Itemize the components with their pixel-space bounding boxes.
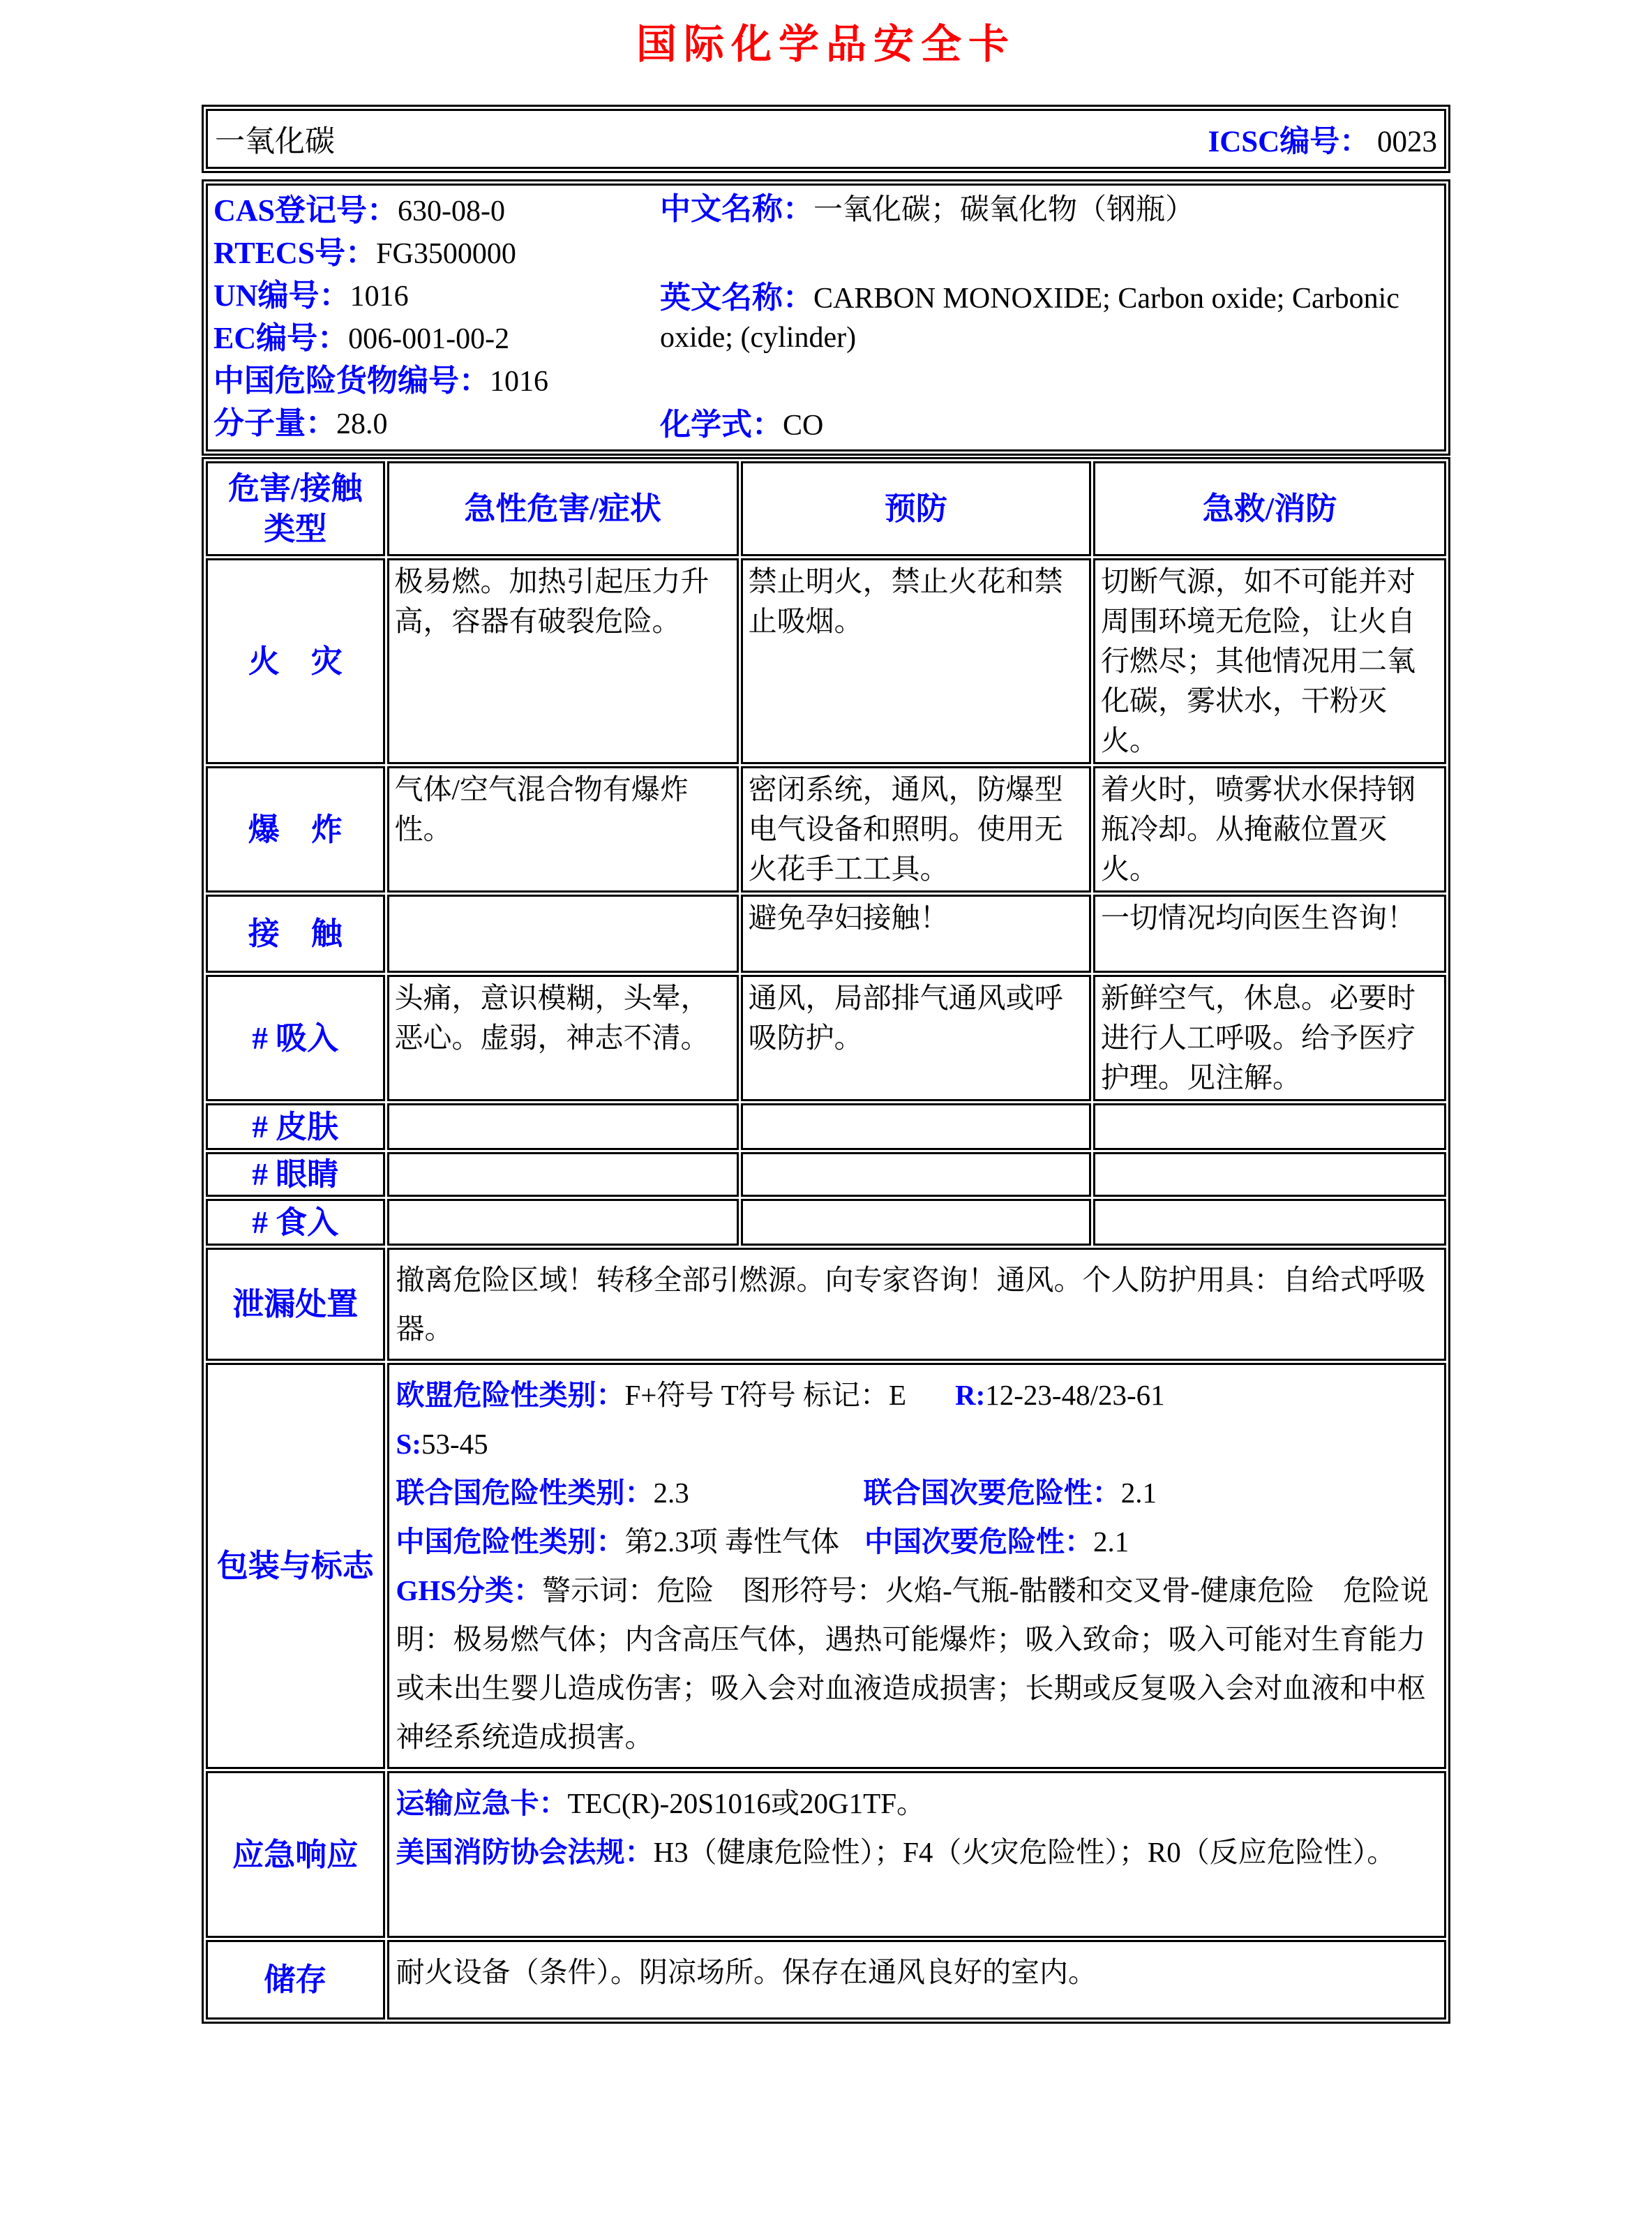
hazard-table <box>202 457 1450 2024</box>
eyes-prevention-cell <box>741 1152 1091 1197</box>
skin-symptoms-cell <box>387 1103 739 1150</box>
fire-symptoms-cell: 极易燃。加热引起压力升高，容器有破裂危险。 <box>387 558 739 764</box>
packaging-row-label: 包装与标志 <box>206 1363 385 1769</box>
exposure-symptoms-cell <box>387 895 739 973</box>
column-header-type <box>206 461 385 556</box>
s-phrases-value: 53-45 <box>421 1428 488 1460</box>
safety-card-sheet <box>202 105 1450 2024</box>
storage-row-label: 储存 <box>206 1940 385 2020</box>
fire-row-label: 火 灾 <box>206 558 385 764</box>
eu-class-label: 欧盟危险性类别： <box>396 1379 625 1411</box>
icsc-number-value: 0023 <box>1377 125 1437 158</box>
eyes-symptoms-cell <box>387 1152 739 1197</box>
ghs-classification-line <box>396 1566 1438 1761</box>
exposure-row <box>206 895 1446 973</box>
identifiers-row <box>206 184 1446 451</box>
column-header-prevention: 预防 <box>741 461 1091 556</box>
explosion-row-label: 爆 炸 <box>206 766 385 893</box>
inhalation-symptoms-cell: 头痛，意识模糊，头晕，恶心。虚弱，神志不清。 <box>387 975 739 1101</box>
tec-label: 运输应急卡： <box>396 1787 568 1819</box>
emergency-row-label: 应急响应 <box>206 1771 385 1938</box>
column-header-symptoms: 急性危害/症状 <box>387 461 739 556</box>
identifiers-left-column <box>213 190 660 445</box>
ec-value: 006-001-00-2 <box>348 323 510 355</box>
ingestion-firstaid-cell <box>1093 1199 1446 1246</box>
eyes-row-label: # 眼睛 <box>206 1152 385 1197</box>
eyes-firstaid-cell <box>1093 1152 1446 1197</box>
un-class-value: 2.3 <box>653 1477 689 1509</box>
fire-prevention-cell: 禁止明火，禁止火花和禁止吸烟。 <box>741 558 1091 764</box>
identifiers-right-column <box>660 190 1399 445</box>
inhalation-row <box>206 975 1446 1101</box>
rtecs-label: RTECS号： <box>213 236 377 270</box>
china-dg-label: 中国危险货物编号： <box>213 364 490 398</box>
rtecs-value: FG3500000 <box>376 238 516 270</box>
s-phrases-line <box>396 1419 1438 1468</box>
storage-row <box>206 1940 1446 2020</box>
chemical-formula <box>660 405 1399 445</box>
molecular-weight <box>213 403 660 445</box>
s-phrases-label: S: <box>396 1428 421 1460</box>
nfpa-line <box>396 1828 1438 1876</box>
storage-content-cell: 耐火设备（条件）。阴凉场所。保存在通风良好的室内。 <box>387 1940 1447 2020</box>
transport-emergency-card-line <box>396 1779 1438 1828</box>
packaging-row <box>206 1363 1446 1769</box>
english-name-value: CARBON MONOXIDE; Carbon oxide; Carbonic oxide; (cylinder) <box>660 282 1399 354</box>
spill-row <box>206 1248 1446 1361</box>
inhalation-prevention-cell: 通风，局部排气通风或呼吸防护。 <box>741 975 1091 1101</box>
inhalation-firstaid-cell: 新鲜空气，休息。必要时进行人工呼吸。给予医疗护理。见注解。 <box>1093 975 1446 1101</box>
cas-label: CAS登记号： <box>213 193 398 227</box>
column-header-firstaid: 急救/消防 <box>1093 461 1446 556</box>
header-bar <box>215 118 1437 161</box>
nfpa-label: 美国消防协会法规： <box>396 1836 654 1868</box>
icsc-number-label: ICSC编号： <box>1208 125 1370 158</box>
fire-firstaid-cell: 切断气源，如不可能并对周围环境无危险，让火自行燃尽；其他情况用二氧化碳，雾状水，干粉灭火。 <box>1093 558 1446 764</box>
molecular-weight-label: 分子量： <box>213 406 336 440</box>
inhalation-row-label: # 吸入 <box>206 975 385 1101</box>
ingestion-prevention-cell <box>741 1199 1091 1246</box>
header-bar-cell <box>206 109 1446 169</box>
eyes-row <box>206 1152 1446 1197</box>
ingestion-row-label: # 食入 <box>206 1199 385 1246</box>
chemical-formula-value: CO <box>783 410 824 442</box>
cas-number <box>213 190 660 232</box>
un-class-label: 联合国危险性类别： <box>396 1477 654 1509</box>
ghs-label: GHS分类： <box>396 1574 543 1606</box>
r-phrases-label: R: <box>955 1379 986 1411</box>
china-class-value: 第2.3项 毒性气体 <box>624 1525 839 1558</box>
identifiers-columns <box>213 190 1439 445</box>
rtecs-number <box>213 232 660 275</box>
un-value: 1016 <box>350 281 409 313</box>
china-class-label: 中国危险性类别： <box>396 1525 625 1558</box>
r-phrases-value: 12-23-48/23-61 <box>985 1379 1165 1411</box>
explosion-prevention-cell: 密闭系统，通风，防爆型电气设备和照明。使用无火花手工工具。 <box>741 766 1091 893</box>
un-subrisk-value: 2.1 <box>1120 1477 1157 1509</box>
chinese-name-value: 一氧化碳；碳氧化物（钢瓶） <box>813 194 1195 226</box>
header-bar-table <box>202 105 1450 173</box>
chinese-name-label: 中文名称： <box>660 192 813 226</box>
icsc-number <box>1208 118 1437 161</box>
ec-number <box>213 318 660 360</box>
molecular-weight-value: 28.0 <box>336 408 388 440</box>
nfpa-value: H3（健康危险性）；F4（火灾危险性）；R0（反应危险性）。 <box>653 1836 1396 1868</box>
spill-content-cell: 撤离危险区域！转移全部引燃源。向专家咨询！通风。个人防护用具：自给式呼吸器。 <box>387 1248 1447 1361</box>
eu-class-value: F+符号 T符号 标记：E <box>624 1379 907 1411</box>
ingestion-symptoms-cell <box>387 1199 739 1246</box>
ingestion-row <box>206 1199 1446 1246</box>
eu-classification-line <box>396 1371 1438 1419</box>
exposure-prevention-cell: 避免孕妇接触！ <box>741 895 1091 973</box>
un-subrisk-label: 联合国次要危险性： <box>863 1477 1121 1509</box>
explosion-firstaid-cell: 着火时，喷雾状水保持钢瓶冷却。从掩蔽位置灭火。 <box>1093 766 1446 893</box>
column-header-type-line2: 类型 <box>264 512 327 546</box>
un-label: UN编号： <box>213 278 350 313</box>
emergency-content-cell <box>387 1771 1447 1938</box>
ec-label: EC编号： <box>213 321 349 355</box>
china-dg-number <box>213 360 660 403</box>
china-classification-line <box>396 1517 1438 1566</box>
exposure-firstaid-cell: 一切情况均向医生咨询！ <box>1093 895 1446 973</box>
packaging-content-cell <box>387 1363 1447 1769</box>
skin-firstaid-cell <box>1093 1103 1446 1150</box>
explosion-symptoms-cell: 气体/空气混合物有爆炸性。 <box>387 766 739 893</box>
cas-value: 630-08-0 <box>398 195 506 227</box>
hazard-header-row <box>206 461 1446 556</box>
un-classification-line <box>396 1468 1438 1517</box>
tec-value: TEC(R)-20S1016或20G1TF。 <box>567 1787 925 1819</box>
english-name <box>660 278 1399 357</box>
column-header-type-line1: 危害/接触 <box>227 471 363 506</box>
china-dg-value: 1016 <box>490 366 548 398</box>
exposure-row-label: 接 触 <box>206 895 385 973</box>
identifiers-table <box>202 179 1450 456</box>
fire-row <box>206 558 1446 764</box>
english-name-label: 英文名称： <box>660 280 813 315</box>
skin-prevention-cell <box>741 1103 1091 1150</box>
identifiers-cell <box>206 184 1446 451</box>
skin-row-label: # 皮肤 <box>206 1103 385 1150</box>
china-subrisk-value: 2.1 <box>1093 1525 1129 1558</box>
emergency-row <box>206 1771 1446 1938</box>
un-number <box>213 275 660 318</box>
header-bar-row <box>206 109 1446 169</box>
china-subrisk-label: 中国次要危险性： <box>864 1525 1093 1558</box>
spill-row-label: 泄漏处置 <box>206 1248 385 1361</box>
substance-name: 一氧化碳 <box>215 125 335 158</box>
ghs-value: 警示词：危险 图形符号：火焰-气瓶-骷髅和交叉骨-健康危险 危险说明：极易燃气体；内含高压气体，遇热可能爆炸；吸入致命；吸入可能对生育能力或未出生婴儿造成伤害；吸入会对血液造成损害；长期或反复吸入会对血液和中枢神经系统造成损害。 <box>396 1574 1429 1753</box>
explosion-row <box>206 766 1446 893</box>
chemical-formula-label: 化学式： <box>660 408 783 442</box>
skin-row <box>206 1103 1446 1150</box>
chinese-name <box>660 190 1399 230</box>
page-title: 国际化学品安全卡 <box>636 22 1016 67</box>
